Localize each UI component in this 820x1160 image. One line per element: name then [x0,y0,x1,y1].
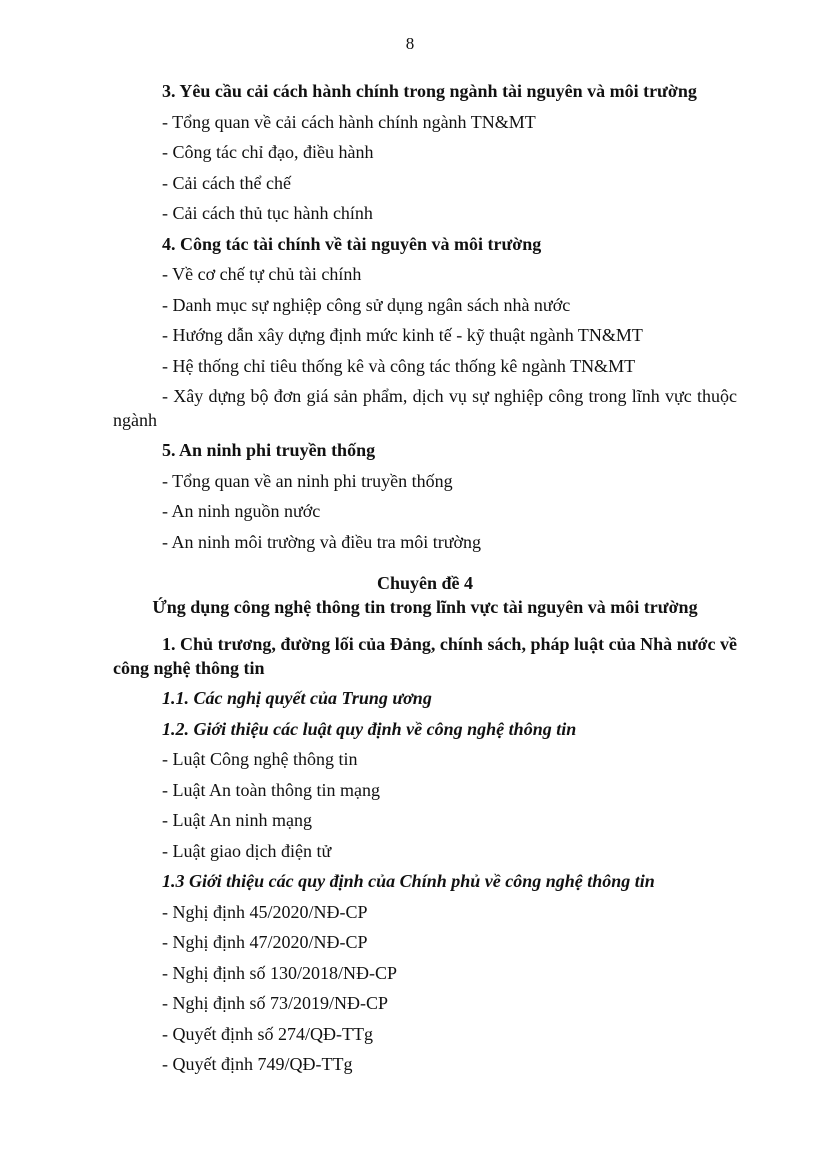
subsection-1-1: 1.1. Các nghị quyết của Trung ương [162,688,432,708]
section-4-item: - Hệ thống chỉ tiêu thống kê và công tác thống kê ngành TN&MT [162,355,636,376]
subsection-1-2: 1.2. Giới thiệu các luật quy định về công nghệ thông tin [162,718,577,739]
section-3-heading: 3. Yêu cầu cải cách hành chính trong ngành tài nguyên và môi trường [162,81,697,101]
section-3-item: - Công tác chỉ đạo, điều hành [162,142,374,162]
regulation-item: - Quyết định số 274/QĐ-TTg [162,1023,373,1044]
subsection-1-3: 1.3 Giới thiệu các quy định của Chính phủ về công nghệ thông tin [162,871,655,891]
section-4-item: - Danh mục sự nghiệp công sử dụng ngân sách nhà nước [162,294,571,315]
section-4-item: - Hướng dẫn xây dựng định mức kinh tế - kỹ thuật ngành TN&MT [162,325,643,345]
regulation-item: - Quyết định 749/QĐ-TTg [162,1054,353,1074]
section-4-heading: 4. Công tác tài chính về tài nguyên và môi trường [162,233,542,254]
document-body [113,76,737,1080]
law-item: - Luật An toàn thông tin mạng [162,779,380,800]
chuyen-de-title: Chuyên đề 4 [376,573,474,593]
law-item: - Luật An ninh mạng [162,810,312,830]
section-3-item: - Cải cách thể chế [162,172,291,193]
regulation-item: - Nghị định 47/2020/NĐ-CP [162,932,368,952]
section-4-item: - Xây dựng bộ đơn giá sản phẩm, dịch vụ sự nghiệp công trong lĩnh vực thuộc ngành [113,386,737,430]
section-3-item: - Tổng quan về cải cách hành chính ngành TN&MT [162,111,536,132]
regulation-item: - Nghị định 45/2020/NĐ-CP [162,901,368,922]
section-3-item: - Cải cách thủ tục hành chính [162,203,373,223]
part-1-heading: 1. Chủ trương, đường lối của Đảng, chính sách, pháp luật của Nhà nước về công nghệ thông tin [113,634,737,678]
section-5-item: - An ninh môi trường và điều tra môi trường [162,531,482,552]
chuyen-de-subtitle: Ứng dụng công nghệ thông tin trong lĩnh vực tài nguyên và môi trường [152,597,698,617]
page-number: 8 [405,34,415,53]
regulation-item: - Nghị định số 73/2019/NĐ-CP [162,993,389,1013]
section-5-item: - An ninh nguồn nước [162,501,321,521]
section-5-item: - Tổng quan về an ninh phi truyền thống [162,470,453,491]
chuyen-de-header [113,571,737,619]
law-item: - Luật giao dịch điện tử [162,840,332,861]
section-4-item: - Về cơ chế tự chủ tài chính [162,264,362,284]
regulation-item: - Nghị định số 130/2018/NĐ-CP [162,962,398,983]
section-5-heading: 5. An ninh phi truyền thống [162,440,376,460]
law-item: - Luật Công nghệ thông tin [162,749,358,769]
